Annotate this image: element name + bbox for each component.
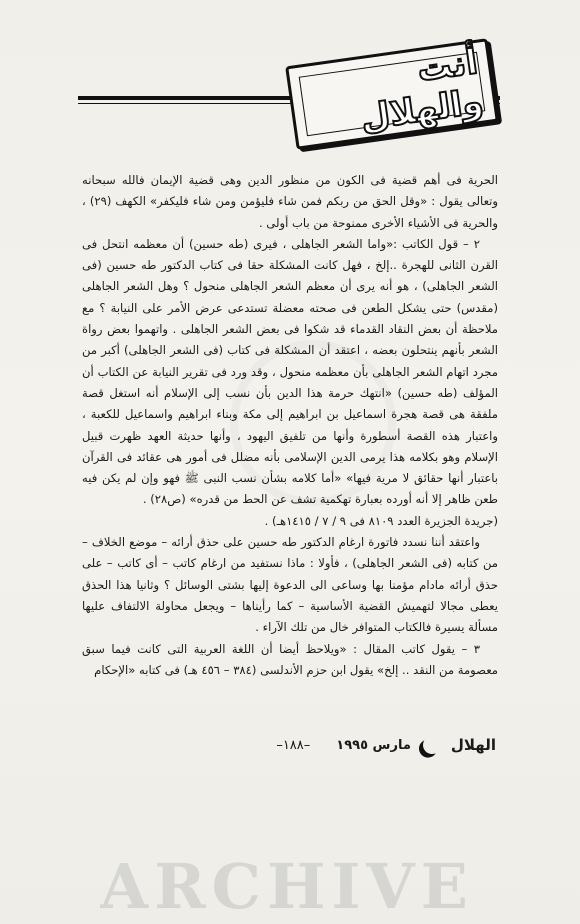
citation: (جريدة الجزيرة العدد ٨١٠٩ فى ٩ / ٧ / ١٤١٥هـ) . bbox=[264, 513, 498, 528]
crescent-icon bbox=[420, 733, 443, 756]
section-header bbox=[78, 38, 500, 150]
page-number: –١٨٨– bbox=[276, 737, 311, 753]
paragraph-2: ٢ – قول الكاتب :«واما الشعر الجاهلى ، فيرى (طه حسين) أن معظمه انتحل فى القرن الثانى للهجرة ..إلخ ، فهل كانت المشكلة حقا فى كتاب الدكتور طه حسين (فى الشعر الجاهلى) ، هو أنه يرى أن معظم الشعر الجاهلى منحول ؟ وهل الشعر الجاهلى (مقدس) حتى يشكل الطعن فى صحته معضلة تستدعى عرض الأمر على النيابة ؟ مع ملاحظة أن بعض النقاد القدماء قد شكوا فى بعض الشعر الجاهلى . واتهموا بعض رواة الشعر بأنهم ينتحلون بعضه ، اعتقد أن المشكلة فى كتاب (فى الشعر الجاهلى) أكبر من مجرد اتهام الشعر الجاهلى بأن معظمه منحول ، وقد ورد فى تقرير النيابة عن الكتاب أن المؤلف (طه حسين) «انتهك حرمة هذا الدين بأن نسب إلى الإسلام أنه استغل قصة ملفقة هى قصة هجرة اسماعيل بن ابراهيم إلى مكة وبناء ابراهيم واسماعيل للكعبة ، واعتبار هذه القصة أسطورة وأنها من تلفيق اليهود ، وأنها حديثة العهد ظهرت قبيل الإسلام وهو بكلامه هذا يرمى الدين الإسلامى بأنه مضلل فى أمور هى عقائد فى القرآن باعتبار أنها حقائق لا مرية فيها» «أما كلامه بشأن نسب النبى ﷺ فهو وإن لم يكن فيه طعن ظاهر إلا أنه أورده بعبارة تهكمية تشف عن الحط من قدره» (ص٢٨) . bbox=[82, 236, 498, 507]
archive-watermark: ARCHIVE bbox=[100, 850, 474, 920]
issue-date: مارس ١٩٩٥ bbox=[336, 737, 411, 753]
paragraph-3: واعتقد أننا نسدد فاتورة ارغام الدكتور طه حسين على حذق أرائه – موضع الخلاف – من كتابه (فى الشعر الجاهلى) ، فأولا : ماذا نستفيد من ارغام كاتب – أى كاتب – على حذق أرائه مادام مؤمنا بها وساعى الى الدعوة إليها بشتى الوسائل ؟ وثانيا هذا الحذق يعطى مجالا لتهميش القضية الأساسية – كما رأيناها – ويجعل محاولة الالتفاف عليها مسألة يسيرة فالكتاب المتوافر خال من تلك الآراء . bbox=[82, 535, 498, 635]
section-banner-frame bbox=[299, 42, 486, 139]
page-footer bbox=[250, 732, 496, 758]
paragraph-1: الحرية فى أهم قضية فى الكون من منظور الدين وهى قضية الإيمان فالله سبحانه وتعالى يقول : «وقل الحق من ربكم فمن شاء فليؤمن ومن شاء فليكفر» الكهف (٢٩) ، والحرية فى الأشياء الأخرى ممنوحة من باب أولى . bbox=[82, 173, 498, 230]
magazine-name: الهلال bbox=[450, 736, 496, 754]
section-banner bbox=[285, 38, 499, 150]
article-body bbox=[82, 170, 498, 681]
section-title: أنت والهلال bbox=[358, 42, 486, 139]
paragraph-4: ٣ – يقول كاتب المقال : «ويلاحظ أيضا أن اللغة العربية التى كانت فيما سبق معصومة من النقد .. إلخ» يقول ابن حزم الأندلسى (٣٨٤ – ٤٥٦ هـ) فى كتابه «الإحكام bbox=[82, 641, 498, 677]
